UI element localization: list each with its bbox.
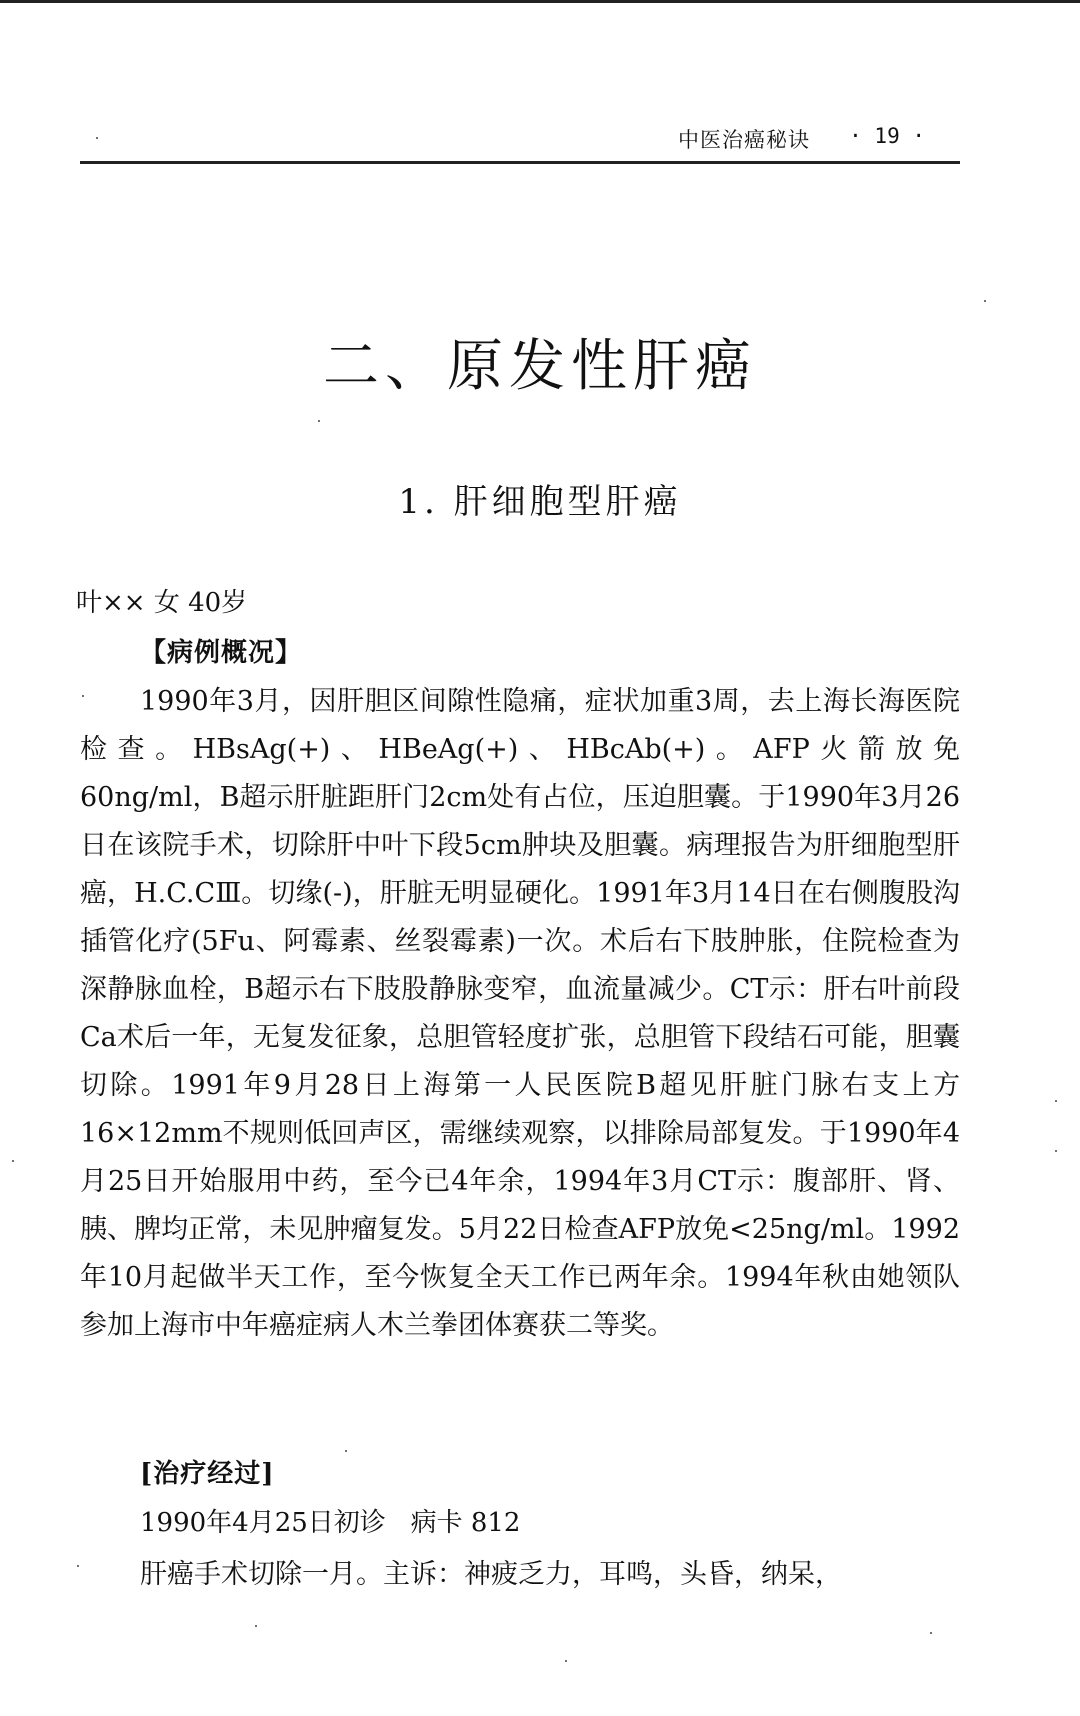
first-visit-line: 1990年4月25日初诊 病卡 812 bbox=[140, 1508, 521, 1538]
case-overview-heading: 【病例概况】 bbox=[140, 638, 303, 668]
scan-speck bbox=[255, 1625, 257, 1627]
scan-speck bbox=[82, 695, 84, 697]
page-top-edge bbox=[0, 0, 1080, 3]
scan-speck bbox=[1055, 1100, 1057, 1102]
scan-speck bbox=[565, 1660, 567, 1662]
scan-speck bbox=[930, 1632, 932, 1634]
running-header bbox=[80, 124, 960, 156]
patient-info: 叶×× 女 40岁 bbox=[76, 588, 248, 618]
header-rule bbox=[80, 161, 960, 164]
page-number: · 19 · bbox=[849, 124, 925, 148]
treatment-heading: [治疗经过] bbox=[140, 1459, 275, 1489]
scan-speck bbox=[96, 137, 98, 139]
scan-speck bbox=[984, 300, 986, 302]
scan-speck bbox=[77, 1565, 79, 1567]
running-title: 中医治癌秘诀 bbox=[678, 128, 810, 152]
section-title: 1. 肝细胞型肝癌 bbox=[398, 482, 682, 522]
chapter-title: 二、原发性肝癌 bbox=[323, 334, 757, 399]
scan-speck bbox=[345, 1450, 347, 1452]
scan-speck bbox=[318, 420, 320, 422]
scan-speck bbox=[12, 1160, 14, 1162]
scan-speck bbox=[1055, 1150, 1057, 1152]
case-overview-text: 1990年3月，因肝胆区间隙性隐痛，症状加重3周，去上海长海医院检查。HBsAg(+)、HBeAg(+)、HBcAb(+)。AFP火箭放免60ng/ml，B超示肝脏距肝门2cm处有占位，压迫胆囊。于1990年3月26日在该院手术，切除肝中叶下段5cm肿块及胆囊。病理报告为肝细胞型肝癌，H.C.CⅢ。切缘(-)，肝脏无明显硬化。1991年3月14日在右侧腹股沟插管化疗(5Fu、阿霉素、丝裂霉素)一次。术后右下肢肿胀，住院检查为深静脉血栓，B超示右下肢股静脉变窄，血流量减少。CT示：肝右叶前段Ca术后一年，无复发征象，总胆管轻度扩张，总胆管下段结石可能，胆囊切除。1991年9月28日上海第一人民医院B超见肝脏门脉右支上方16×12mm不规则低回声区，需继续观察，以排除局部复发。于1990年4月25日开始服用中药，至今已4年余，1994年3月CT示：腹部肝、肾、胰、脾均正常，未见肿瘤复发。5月22日检查AFP放免<25ng/ml。1992年10月起做半天工作，至今恢复全天工作已两年余。1994年秋由她领队参加上海市中年癌症病人木兰拳团体赛获二等奖。 bbox=[80, 686, 960, 1341]
chief-complaint-line: 肝癌手术切除一月。主诉：神疲乏力，耳鸣，头昏，纳呆， bbox=[140, 1559, 842, 1590]
